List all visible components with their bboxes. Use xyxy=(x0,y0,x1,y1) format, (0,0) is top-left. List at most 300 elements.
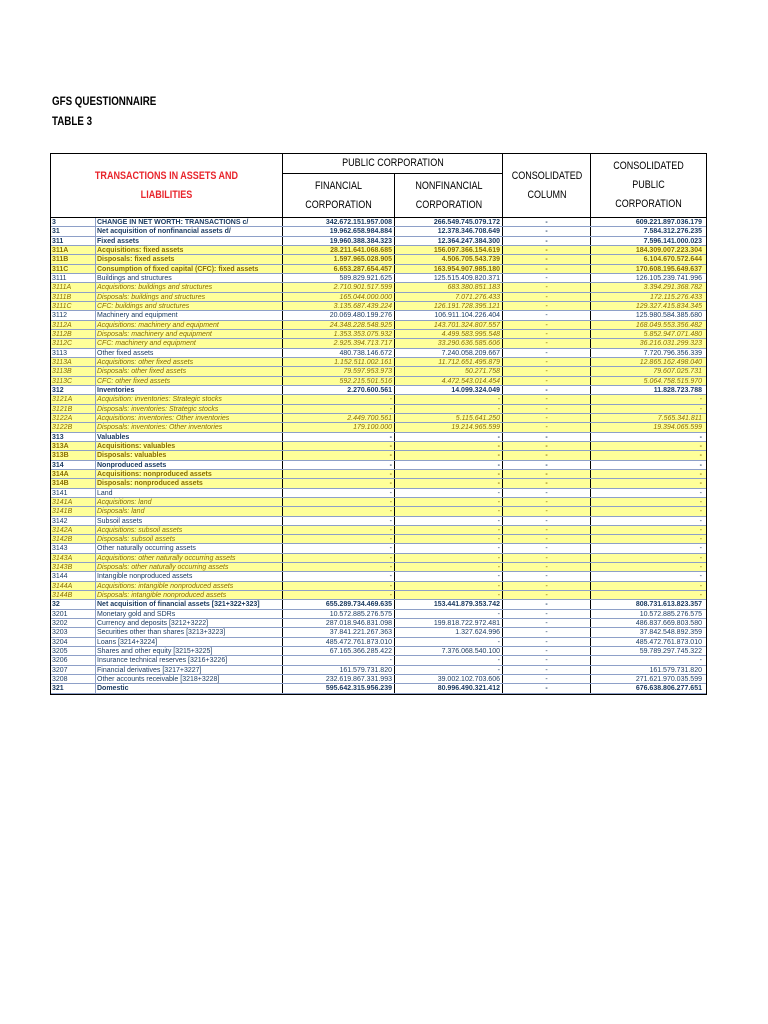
consolidated-value: - xyxy=(503,563,591,571)
table-row xyxy=(51,451,706,460)
consolidated-value: - xyxy=(503,628,591,636)
row-code: 3122A xyxy=(51,414,96,422)
nonfinancial-value: - xyxy=(395,507,503,515)
header-consolidated-column: CONSOLIDATED COLUMN xyxy=(503,154,591,217)
table-row xyxy=(51,237,706,246)
row-label: Intangible nonproduced assets xyxy=(96,572,283,580)
row-label: Other naturally occurring assets xyxy=(96,544,283,552)
financial-value: 19.960.388.384.323 xyxy=(283,237,395,245)
consolidated-public-value: 676.638.806.277.651 xyxy=(635,685,702,693)
row-label: CFC: machinery and equipment xyxy=(96,339,283,347)
row-code: 3112C xyxy=(51,339,96,347)
row-label: Machinery and equipment xyxy=(96,311,283,319)
row-label: Acquisitions: nonproduced assets xyxy=(96,470,283,478)
consolidated-value: - xyxy=(503,349,591,357)
table-row xyxy=(51,479,706,488)
consolidated-public-value: 271.621.970.035.599 xyxy=(635,676,702,684)
table-row xyxy=(51,535,706,544)
table-row xyxy=(51,377,706,386)
consolidated-public-value: 6.104.670.572.644 xyxy=(643,256,702,264)
row-label: Acquisitions: land xyxy=(96,498,283,506)
table-row xyxy=(51,461,706,470)
row-code: 3205 xyxy=(51,647,96,655)
consolidated-public-value: 126.105.239.741.996 xyxy=(635,274,702,282)
table-row xyxy=(51,227,706,236)
financial-value: 179.100.000 xyxy=(283,423,395,431)
consolidated-public-value: 808.731.613.823.357 xyxy=(635,601,702,609)
nonfinancial-value: 4.472.543.014.454 xyxy=(395,377,503,385)
nonfinancial-value: 12.378.346.708.649 xyxy=(395,227,503,235)
financial-value: 1.152.511.002.161 xyxy=(283,358,395,366)
table-row xyxy=(51,600,706,609)
consolidated-public-value: 168.049.553.356.482 xyxy=(635,321,702,329)
table-row xyxy=(51,423,706,432)
nonfinancial-value: - xyxy=(395,591,503,599)
consolidated-value: - xyxy=(503,367,591,375)
consolidated-public-value: - xyxy=(699,508,702,516)
consolidated-value: - xyxy=(503,489,591,497)
row-label: Currency and deposits [3212+3222] xyxy=(96,619,283,627)
nonfinancial-value: 683.380.851.183 xyxy=(395,283,503,291)
consolidated-value: - xyxy=(503,638,591,646)
row-label: Acquisitions: buildings and structures xyxy=(96,283,283,291)
row-code: 3202 xyxy=(51,619,96,627)
table-row xyxy=(51,638,706,647)
consolidated-public-value: 10.572.885.276.575 xyxy=(639,610,702,618)
financial-value: - xyxy=(283,442,395,450)
table-row xyxy=(51,405,706,414)
consolidated-value: - xyxy=(503,684,591,692)
table-row xyxy=(51,442,706,451)
consolidated-value: - xyxy=(503,610,591,618)
row-label: Net acquisition of financial assets [321+322+323] xyxy=(96,600,283,608)
row-code: 3203 xyxy=(51,628,96,636)
consolidated-value: - xyxy=(503,423,591,431)
row-label: Consumption of fixed capital (CFC): fixed assets xyxy=(96,265,283,273)
table-row xyxy=(51,433,706,442)
consolidated-public-value: 79.607.025.731 xyxy=(653,368,702,376)
nonfinancial-value: - xyxy=(395,479,503,487)
consolidated-value: - xyxy=(503,302,591,310)
row-code: 3111C xyxy=(51,302,96,310)
consolidated-public-value: - xyxy=(699,489,702,497)
table-row xyxy=(51,293,706,302)
nonfinancial-value: 106.911.104.226.404 xyxy=(395,311,503,319)
consolidated-value: - xyxy=(503,554,591,562)
consolidated-public-value: 5.064.758.515.970 xyxy=(643,377,702,385)
financial-value: 595.642.315.956.239 xyxy=(283,684,395,692)
table-row xyxy=(51,526,706,535)
table-number: TABLE 3 xyxy=(52,116,93,128)
row-label: Disposals: nonproduced assets xyxy=(96,479,283,487)
row-code: 3208 xyxy=(51,675,96,683)
financial-value: - xyxy=(283,470,395,478)
row-code: 3141A xyxy=(51,498,96,506)
financial-value: - xyxy=(283,405,395,413)
financial-value: 1.597.965.028.905 xyxy=(283,255,395,263)
financial-value: - xyxy=(283,479,395,487)
nonfinancial-value: 19.214.965.599 xyxy=(395,423,503,431)
nonfinancial-value: - xyxy=(395,517,503,525)
table-row xyxy=(51,386,706,395)
row-code: 3144B xyxy=(51,591,96,599)
nonfinancial-value: - xyxy=(395,405,503,413)
consolidated-public-value: 486.837.669.803.580 xyxy=(635,620,702,628)
consolidated-value: - xyxy=(503,227,591,235)
financial-value: 342.672.151.957.008 xyxy=(283,218,395,226)
nonfinancial-value: 39.002.102.703.606 xyxy=(395,675,503,683)
financial-value: 79.597.953.973 xyxy=(283,367,395,375)
nonfinancial-value: - xyxy=(395,554,503,562)
financial-value: - xyxy=(283,544,395,552)
row-label: Disposals: fixed assets xyxy=(96,255,283,263)
consolidated-public-value: 7.720.796.356.339 xyxy=(643,349,702,357)
consolidated-public-value: 485.472.761.873.010 xyxy=(635,638,702,646)
row-label: CFC: buildings and structures xyxy=(96,302,283,310)
consolidated-value: - xyxy=(503,386,591,394)
consolidated-public-value: 7.565.341.811 xyxy=(657,414,702,422)
row-code: 3142B xyxy=(51,535,96,543)
row-code: 3142 xyxy=(51,517,96,525)
row-code: 3143 xyxy=(51,544,96,552)
financial-value: 20.069.480.199.276 xyxy=(283,311,395,319)
row-label: Disposals: intangible nonproduced assets xyxy=(96,591,283,599)
row-code: 3141 xyxy=(51,489,96,497)
nonfinancial-value: 33.290.636.585.606 xyxy=(395,339,503,347)
row-label: Fixed assets xyxy=(96,237,283,245)
nonfinancial-value: - xyxy=(395,451,503,459)
table-row xyxy=(51,684,706,693)
questionnaire-title: GFS QUESTIONNAIRE xyxy=(52,96,157,108)
nonfinancial-value: 7.240.058.209.667 xyxy=(395,349,503,357)
row-label: Acquisitions: subsoil assets xyxy=(96,526,283,534)
consolidated-value: - xyxy=(503,451,591,459)
financial-value: - xyxy=(283,572,395,580)
row-code: 3204 xyxy=(51,638,96,646)
table-row xyxy=(51,470,706,479)
consolidated-value: - xyxy=(503,572,591,580)
financial-value: 3.135.687.439.224 xyxy=(283,302,395,310)
consolidated-value: - xyxy=(503,339,591,347)
financial-value: - xyxy=(283,507,395,515)
nonfinancial-value: 266.549.745.079.172 xyxy=(395,218,503,226)
consolidated-value: - xyxy=(503,255,591,263)
row-code: 311 xyxy=(51,237,96,245)
row-code: 3143B xyxy=(51,563,96,571)
table-row xyxy=(51,572,706,581)
row-label: Acquisition: inventories: Strategic stocks xyxy=(96,395,283,403)
row-code: 3122B xyxy=(51,423,96,431)
header-public-corporation: PUBLIC CORPORATION xyxy=(283,154,503,174)
financial-value: - xyxy=(283,656,395,664)
consolidated-value: - xyxy=(503,395,591,403)
consolidated-public-value: - xyxy=(699,452,702,460)
header-financial-corporation: FINANCIAL CORPORATION xyxy=(283,174,395,217)
financial-value: 2.449.700.561 xyxy=(283,414,395,422)
consolidated-value: - xyxy=(503,311,591,319)
row-label: Acquisitions: intangible nonproduced assets xyxy=(96,582,283,590)
consolidated-value: - xyxy=(503,358,591,366)
row-label: Disposals: valuables xyxy=(96,451,283,459)
consolidated-value: - xyxy=(503,675,591,683)
consolidated-value: - xyxy=(503,265,591,273)
financial-value: 485.472.761.873.010 xyxy=(283,638,395,646)
row-label: Disposals: machinery and equipment xyxy=(96,330,283,338)
consolidated-public-value: 125.980.584.385.680 xyxy=(635,312,702,320)
consolidated-public-value: - xyxy=(699,564,702,572)
table-row xyxy=(51,656,706,665)
consolidated-public-value: - xyxy=(699,498,702,506)
header-nonfinancial-corporation: NONFINANCIAL CORPORATION xyxy=(395,174,503,217)
financial-value: 232.619.867.331.993 xyxy=(283,675,395,683)
consolidated-value: - xyxy=(503,582,591,590)
financial-value: 2.270.600.561 xyxy=(283,386,395,394)
row-code: 314A xyxy=(51,470,96,478)
row-code: 3113A xyxy=(51,358,96,366)
row-label: Acquisitions: fixed assets xyxy=(96,246,283,254)
financial-value: 165.044.000.000 xyxy=(283,293,395,301)
nonfinancial-value: 4.499.583.995.548 xyxy=(395,330,503,338)
header-transactions: TRANSACTIONS IN ASSETS AND LIABILITIES xyxy=(51,154,283,217)
nonfinancial-value: - xyxy=(395,461,503,469)
table-row xyxy=(51,330,706,339)
row-code: 32 xyxy=(51,600,96,608)
nonfinancial-value: 80.996.490.321.412 xyxy=(395,684,503,692)
table-row xyxy=(51,246,706,255)
consolidated-value: - xyxy=(503,405,591,413)
consolidated-value: - xyxy=(503,656,591,664)
table-body xyxy=(51,218,706,694)
consolidated-value: - xyxy=(503,526,591,534)
financial-value: 19.962.658.984.884 xyxy=(283,227,395,235)
financial-value: 28.211.641.068.685 xyxy=(283,246,395,254)
nonfinancial-value: 163.954.907.985.180 xyxy=(395,265,503,273)
consolidated-public-value: - xyxy=(699,526,702,534)
row-code: 3144 xyxy=(51,572,96,580)
nonfinancial-value: - xyxy=(395,498,503,506)
financial-value: 10.572.885.276.575 xyxy=(283,610,395,618)
consolidated-value: - xyxy=(503,274,591,282)
table-row xyxy=(51,507,706,516)
nonfinancial-value: - xyxy=(395,666,503,674)
header-consolidated-public-corporation: CONSOLIDATED PUBLIC CORPORATION xyxy=(613,160,684,210)
row-label: Acquisitions: other fixed assets xyxy=(96,358,283,366)
consolidated-public-value: 161.579.731.820 xyxy=(649,666,702,674)
nonfinancial-value: 14.099.324.049 xyxy=(395,386,503,394)
consolidated-public-value: 184.309.007.223.304 xyxy=(635,246,702,254)
financial-value: - xyxy=(283,489,395,497)
table-row xyxy=(51,489,706,498)
row-label: Nonproduced assets xyxy=(96,461,283,469)
consolidated-value: - xyxy=(503,461,591,469)
row-code: 3111B xyxy=(51,293,96,301)
nonfinancial-value: - xyxy=(395,489,503,497)
table-row xyxy=(51,582,706,591)
consolidated-public-value: 3.394.291.368.782 xyxy=(643,284,702,292)
row-label: Acquisitions: machinery and equipment xyxy=(96,321,283,329)
nonfinancial-value: 1.327.624.996 xyxy=(395,628,503,636)
financial-value: - xyxy=(283,433,395,441)
consolidated-public-value: - xyxy=(699,573,702,581)
consolidated-value: - xyxy=(503,479,591,487)
nonfinancial-value: 12.364.247.384.300 xyxy=(395,237,503,245)
consolidated-value: - xyxy=(503,433,591,441)
row-label: Other fixed assets xyxy=(96,349,283,357)
nonfinancial-value: - xyxy=(395,563,503,571)
table-row xyxy=(51,414,706,423)
financial-value: - xyxy=(283,591,395,599)
consolidated-public-value: 609.221.897.036.179 xyxy=(635,219,702,226)
table-row xyxy=(51,544,706,553)
row-code: 3111 xyxy=(51,274,96,282)
consolidated-public-value: - xyxy=(699,592,702,600)
gfs-table xyxy=(50,153,707,695)
nonfinancial-value: 5.115.641.250 xyxy=(395,414,503,422)
consolidated-public-value: - xyxy=(699,470,702,478)
table-row xyxy=(51,339,706,348)
row-code: 3113C xyxy=(51,377,96,385)
table-row xyxy=(51,321,706,330)
financial-value: - xyxy=(283,395,395,403)
table-row xyxy=(51,628,706,637)
consolidated-value: - xyxy=(503,330,591,338)
nonfinancial-value: - xyxy=(395,638,503,646)
row-label: Disposals: land xyxy=(96,507,283,515)
financial-value: - xyxy=(283,582,395,590)
row-label: CHANGE IN NET WORTH: TRANSACTIONS c/ xyxy=(96,218,283,226)
row-label: Domestic xyxy=(96,684,283,692)
consolidated-public-value: 7.596.141.000.023 xyxy=(643,237,702,245)
nonfinancial-value: 153.441.879.353.742 xyxy=(395,600,503,608)
row-label: Monetary gold and SDRs xyxy=(96,610,283,618)
row-code: 3113 xyxy=(51,349,96,357)
table-row xyxy=(51,255,706,264)
row-code: 3143A xyxy=(51,554,96,562)
nonfinancial-value: - xyxy=(395,470,503,478)
row-code: 3112 xyxy=(51,311,96,319)
consolidated-public-value: 19.394.065.599 xyxy=(653,424,702,432)
financial-value: 2.925.394.713.717 xyxy=(283,339,395,347)
nonfinancial-value: 126.191.728.395.121 xyxy=(395,302,503,310)
consolidated-value: - xyxy=(503,647,591,655)
nonfinancial-value: - xyxy=(395,544,503,552)
row-code: 321 xyxy=(51,684,96,692)
row-code: 3 xyxy=(51,218,96,226)
nonfinancial-value: - xyxy=(395,526,503,534)
row-code: 311C xyxy=(51,265,96,273)
financial-value: - xyxy=(283,451,395,459)
financial-value: 2.710.901.517.599 xyxy=(283,283,395,291)
nonfinancial-value: 143.701.324.807.557 xyxy=(395,321,503,329)
row-code: 3113B xyxy=(51,367,96,375)
consolidated-public-value: - xyxy=(699,461,702,469)
row-label: Acquisitions: other naturally occurring assets xyxy=(96,554,283,562)
consolidated-public-value: 36.216.031.299.323 xyxy=(639,340,702,348)
row-label: Net acquisition of nonfinancial assets d/ xyxy=(96,227,283,235)
row-label: Acquisitions: valuables xyxy=(96,442,283,450)
consolidated-value: - xyxy=(503,517,591,525)
row-label: Inventories xyxy=(96,386,283,394)
row-code: 313 xyxy=(51,433,96,441)
financial-value: 655.289.734.469.635 xyxy=(283,600,395,608)
financial-value: 1.353.353.075.932 xyxy=(283,330,395,338)
consolidated-value: - xyxy=(503,535,591,543)
table-row xyxy=(51,498,706,507)
nonfinancial-value: 7.376.068.540.100 xyxy=(395,647,503,655)
consolidated-value: - xyxy=(503,246,591,254)
consolidated-value: - xyxy=(503,507,591,515)
financial-value: - xyxy=(283,461,395,469)
row-label: Loans [3214+3224] xyxy=(96,638,283,646)
table-header xyxy=(51,154,706,218)
consolidated-public-value: - xyxy=(699,536,702,544)
consolidated-public-value: 59.789.297.745.322 xyxy=(639,648,702,656)
consolidated-public-value: - xyxy=(699,554,702,562)
row-label: Disposals: inventories: Other inventories xyxy=(96,423,283,431)
consolidated-value: - xyxy=(503,666,591,674)
consolidated-public-value: 170.608.195.649.637 xyxy=(635,265,702,273)
consolidated-value: - xyxy=(503,470,591,478)
nonfinancial-value: - xyxy=(395,572,503,580)
row-code: 3121A xyxy=(51,395,96,403)
row-label: Insurance technical reserves [3216+3226] xyxy=(96,656,283,664)
row-label: Disposals: inventories: Strategic stocks xyxy=(96,405,283,413)
row-label: CFC: other fixed assets xyxy=(96,377,283,385)
nonfinancial-value: - xyxy=(395,582,503,590)
consolidated-value: - xyxy=(503,498,591,506)
financial-value: 6.653.287.654.457 xyxy=(283,265,395,273)
row-label: Shares and other equity [3215+3225] xyxy=(96,647,283,655)
row-code: 312 xyxy=(51,386,96,394)
nonfinancial-value: - xyxy=(395,535,503,543)
row-label: Disposals: subsoil assets xyxy=(96,535,283,543)
table-row xyxy=(51,367,706,376)
nonfinancial-value: - xyxy=(395,433,503,441)
consolidated-public-value: 11.828.723.788 xyxy=(653,386,702,394)
table-row xyxy=(51,349,706,358)
financial-value: 67.165.366.285.422 xyxy=(283,647,395,655)
row-label: Disposals: other naturally occurring assets xyxy=(96,563,283,571)
financial-value: - xyxy=(283,526,395,534)
consolidated-value: - xyxy=(503,293,591,301)
consolidated-public-value: - xyxy=(699,480,702,488)
consolidated-public-value: 7.584.312.276.235 xyxy=(643,228,702,236)
consolidated-public-value: 129.327.415.834.345 xyxy=(635,302,702,310)
financial-value: - xyxy=(283,498,395,506)
row-label: Securities other than shares [3213+3223] xyxy=(96,628,283,636)
row-label: Financial derivatives [3217+3227] xyxy=(96,666,283,674)
row-code: 314B xyxy=(51,479,96,487)
row-code: 3112A xyxy=(51,321,96,329)
row-code: 3142A xyxy=(51,526,96,534)
consolidated-public-value: 37.842.548.892.359 xyxy=(639,629,702,637)
row-label: Disposals: buildings and structures xyxy=(96,293,283,301)
financial-value: 37.841.221.267.363 xyxy=(283,628,395,636)
table-row xyxy=(51,358,706,367)
nonfinancial-value: - xyxy=(395,656,503,664)
row-code: 3121B xyxy=(51,405,96,413)
consolidated-value: - xyxy=(503,600,591,608)
table-row xyxy=(51,591,706,600)
table-row xyxy=(51,619,706,628)
table-row xyxy=(51,666,706,675)
table-row xyxy=(51,647,706,656)
row-label: Other accounts receivable [3218+3228] xyxy=(96,675,283,683)
financial-value: - xyxy=(283,535,395,543)
financial-value: 24.348.228.548.925 xyxy=(283,321,395,329)
financial-value: - xyxy=(283,517,395,525)
nonfinancial-value: 125.515.409.820.371 xyxy=(395,274,503,282)
